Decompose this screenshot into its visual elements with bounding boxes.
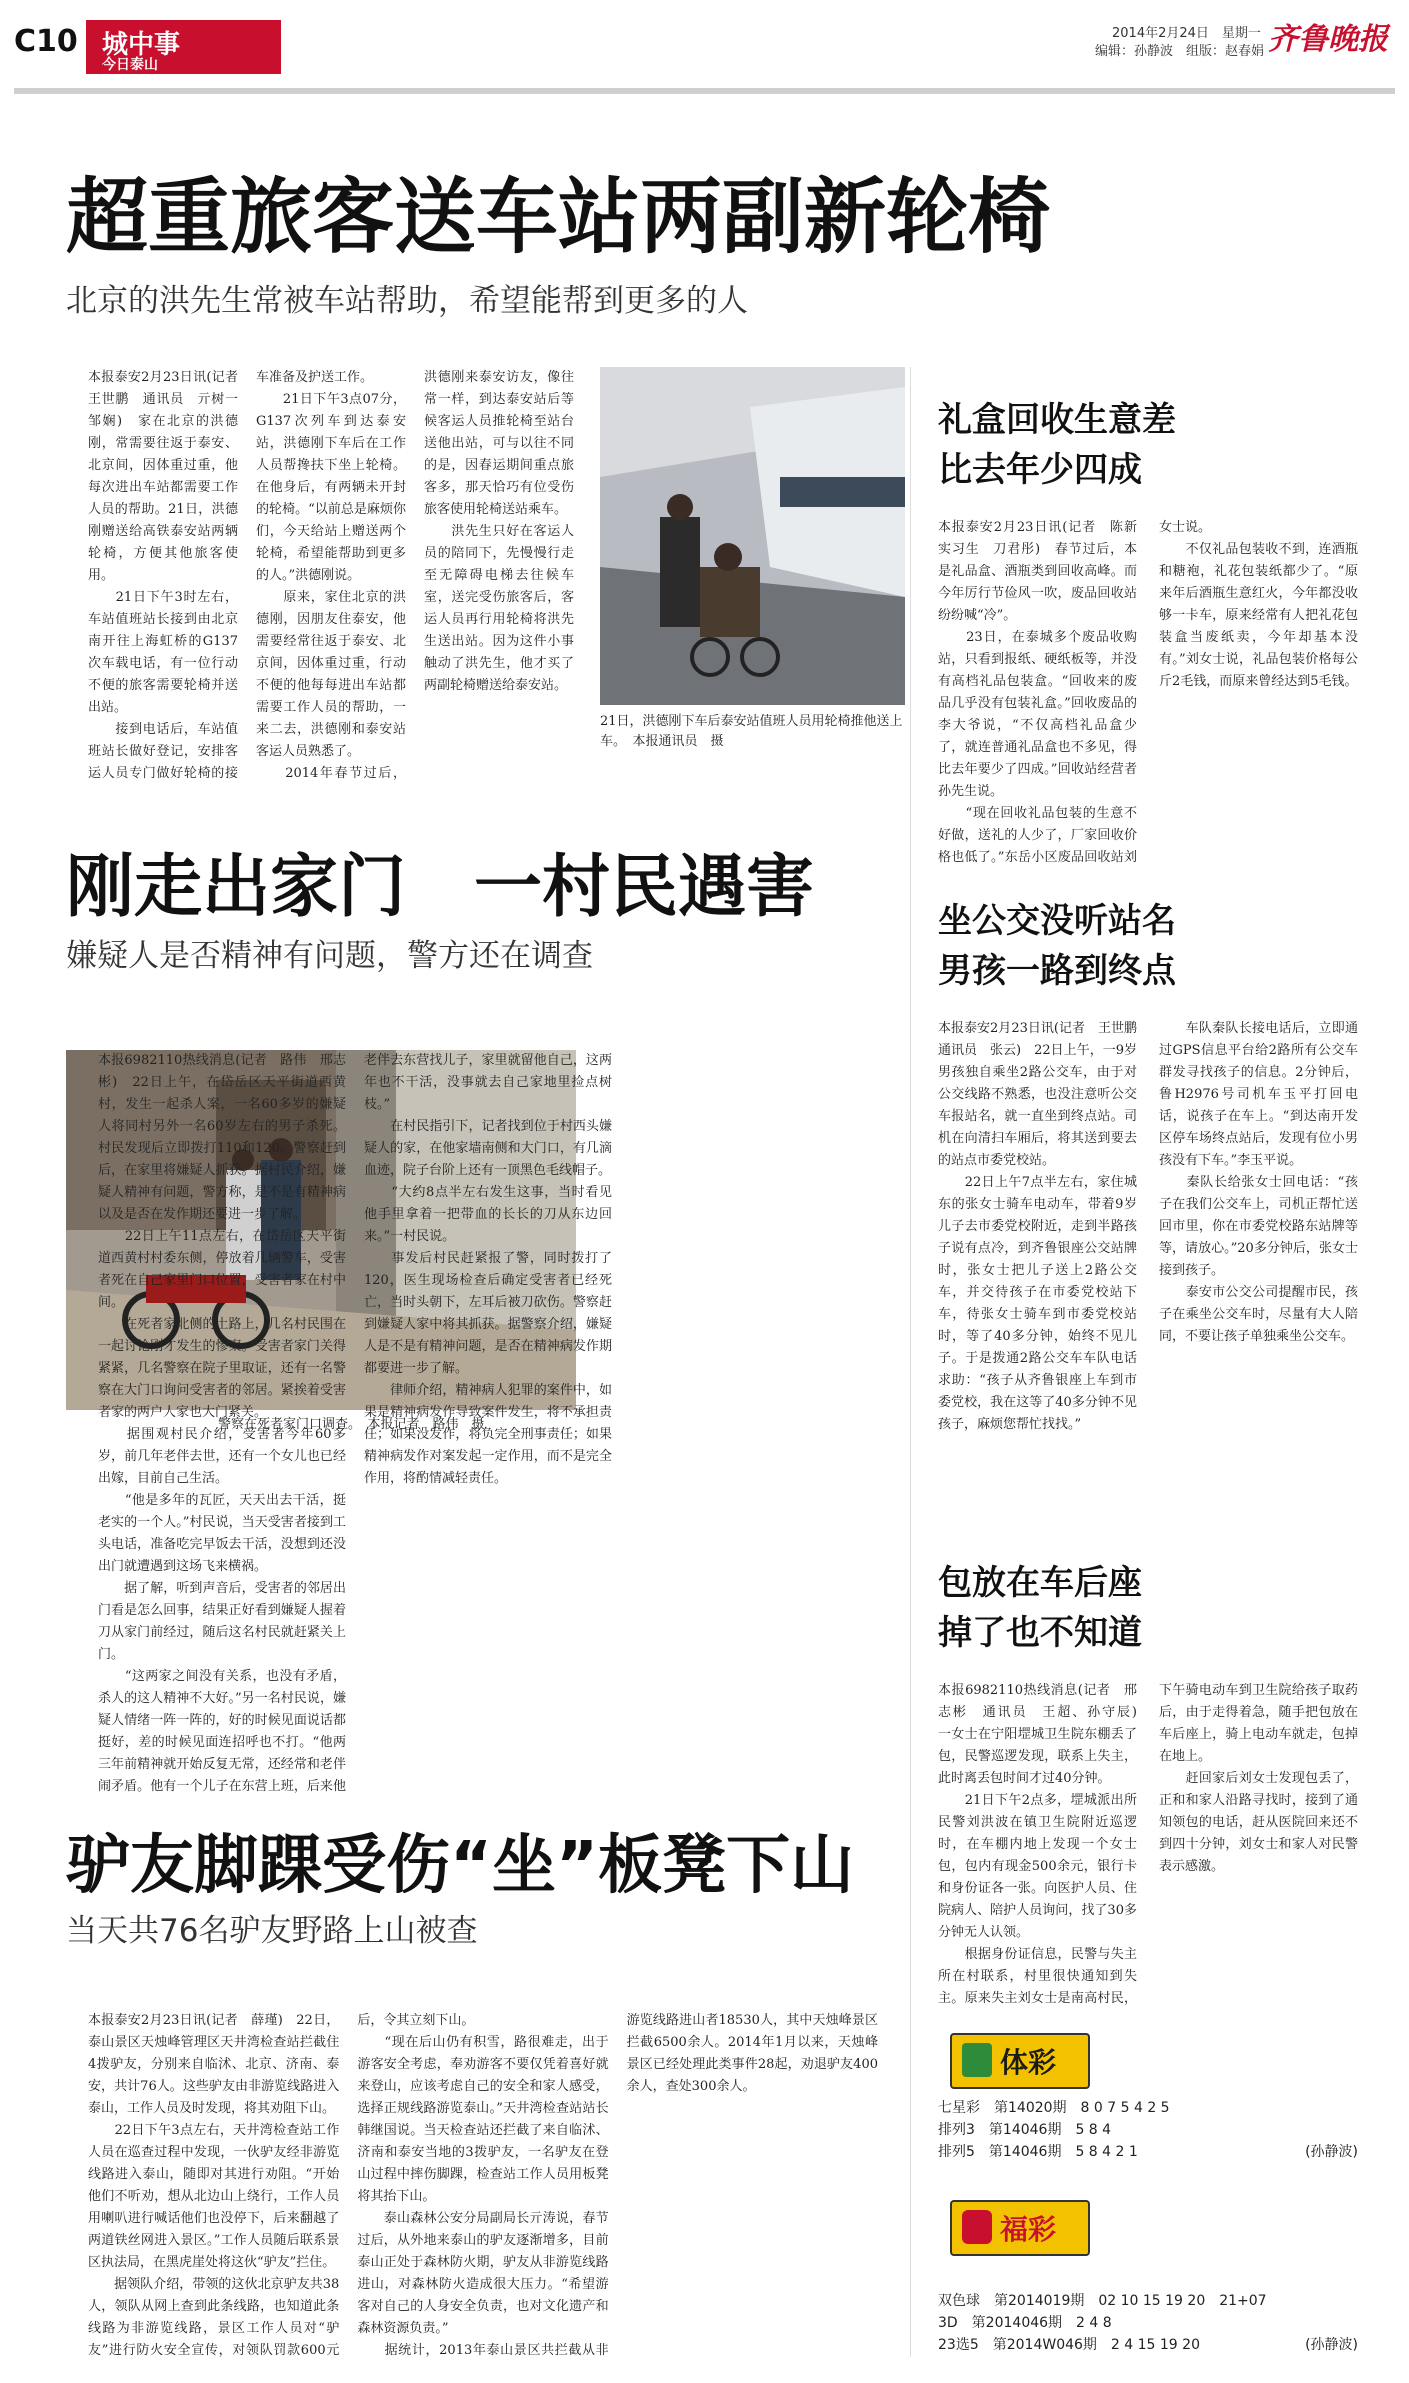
side2-body: 本报泰安2月23日讯(记者 王世鹏 通讯员 张云) 22日上午，一9岁男孩独自乘坐2路公交车，由于对公交线路不熟悉，也没注意听公交车报站名，就一直坐到终点站。司机在向清扫车厢后，将其送到要去的站点市委党校站。 22日上午7点半左右，家住城东的张女士骑车电动车，带着9岁儿子去市委党校附近，走到半路孩子说有点冷，到齐鲁银座公交站牌时，张女士把儿子送上2路公交车，并交待孩子在市委党校站下车，待张女士骑车到市委党校站时，等了40多分钟，始终不见儿子。于是拨通2路公交车车队电话求助：“孩子从齐鲁银座上车到市委党校，我在这等了40多分钟不见孩子，麻烦您帮忙找找。” 车队秦队长接电话后，立即通过GPS信息平台给2路所有公交车群发寻找孩子的信息。2分钟后，鲁H2976号司机车玉平打回电话，说孩子在车上。“到达南开发区停车场终点站后，发现有位小男孩没有下车。”李玉平说。 秦队长给张女士回电话：“孩子在我们公交车上，司机正帮忙送回市里，你在市委党校路东站牌等等，请放心。”20多分钟后，张女士接到孩子。 泰安市公交公司提醒市民，孩子在乘坐公交车时，尽量有大人陪同，不要让孩子单独乘坐公交车。 [938, 1021, 1358, 1432]
train-platform-photo [600, 367, 905, 705]
welfare-lottery-label: 福彩 [1000, 2213, 1057, 2246]
sports-lottery-results [938, 2097, 1358, 2163]
header-rule [14, 88, 1395, 94]
sports-credit: (孙静波) [1305, 2144, 1358, 2160]
sports-row-2: 排列3 第14046期 5 8 4 [938, 2122, 1112, 2138]
welfare-lottery-badge [950, 2200, 1090, 2256]
side3-body: 本报6982110热线消息(记者 邢志彬 通讯员 王超、孙守辰) 一女士在宁阳堽城卫生院东棚丢了包，民警巡逻发现，联系上失主，此时离丢包时间才过40分钟。 21日下午2点多，堽城派出所民警刘洪波在镇卫生院附近巡逻时，在车棚内地上发现一个女士包，包内有现金500余元，银行卡和身份证各一张。向医护人员、住院病人、陪护人员询问，找了30多分钟无人认领。 根据身份证信息，民警与失主所在村联系，村里很快通知到失主。原来失主刘女士是南高村民，下午骑电动车到卫生院给孩子取药后，由于走得着急，随手把包放在车后座上，骑上电动车就走，包掉在地上。 赶回家后刘女士发现包丢了，正和和家人沿路寻找时，接到了通知领包的电话，赶从医院回来还不到四十分钟，刘女士和家人对民警表示感激。 [938, 1683, 1358, 2006]
side3-title-line2: 掉了也不知道 [938, 1613, 1142, 1653]
side1-body: 本报泰安2月23日讯(记者 陈新 实习生 刀君彤) 春节过后，本是礼品盒、酒瓶类到回收高峰。而今年厉行节俭风一吹，废品回收站纷纷喊“冷”。 23日，在泰城多个废品收购站，只看到报纸、硬纸板等，并没有高档礼品包装盒。“回收来的废品几乎没有包装礼盒。”回收废品的李大爷说，“不仅高档礼品盒少了，就连普通礼品盒也不多见，得比去年要少了四成。”回收站经营者孙先生说。 “现在回收礼品包装的生意不好做，送礼的人少了，厂家回收价格也低了。”东岳小区废品回收站刘女士说。 不仅礼品包装收不到，连酒瓶和糖袍，礼花包装纸都少了。“原来年后酒瓶生意红火，今年都没收够一卡车，原来经常有人把礼花包装盒当废纸卖，今年却基本没有。”刘女士说，礼品包装价格每公斤2毛钱，而原来曾经达到5毛钱。 [938, 520, 1358, 865]
article3-subtitle: 当天共76名驴友野路上山被查 [66, 1913, 478, 1949]
article1-subtitle: 北京的洪先生常被车站帮助，希望能帮到更多的人 [66, 283, 748, 319]
side1 [938, 395, 1358, 869]
side2-title-line2: 男孩一路到终点 [938, 951, 1176, 991]
sports-row-3-text: 排列5 第14046期 5 8 4 2 1 [938, 2144, 1138, 2160]
side1-title-line1: 礼盒回收生意差 [938, 400, 1176, 440]
welfare-row-3 [938, 2334, 1358, 2356]
header-weekday: 星期一 [1221, 26, 1261, 41]
article1-photo [600, 367, 905, 705]
welfare-row-3-text: 23选5 第2014W046期 2 4 15 19 20 [938, 2337, 1200, 2353]
sports-row-1: 七星彩 第14020期 8 0 7 5 4 2 5 [938, 2100, 1170, 2116]
side3-title-line1: 包放在车后座 [938, 1563, 1142, 1603]
sports-lottery-badge [950, 2033, 1090, 2089]
article3-body: 本报泰安2月23日讯(记者 薛瑾) 22日，泰山景区天烛峰管理区天井湾检查站拦截住4拨驴友，分别来自临沭、北京、济南、泰安，共计76人。这些驴友由非游览线路进入泰山，工作人员及时发现，将其劝阻下山。 22日下午3点左右，天井湾检查站工作人员在巡查过程中发现，一伙驴友经非游览线路进入泰山，随即对其进行劝阻。“开始他们不听劝，想从北边山上绕行，工作人员用喇叭进行喊话他们也没停下，后来翻越了两道铁丝网进入景区。”工作人员随后联系景区执法局，在黑虎崖处将这伙“驴友”拦住。 据领队介绍，带领的这伙北京驴友共38人，领队从网上查到此条线路，也知道此条线路为非游览线路，景区工作人员对“驴友”进行防火安全宣传，对领队罚款600元后，令其立刻下山。 “现在后山仍有积雪，路很难走，出于游客安全考虑，奉劝游客不要仅凭着喜好就来登山，应该考虑自己的安全和家人感受，选择正规线路游览泰山。”天井湾检查站站长韩继国说。当天检查站还拦截了来自临沭、济南和泰安当地的3拨驴友，一名驴友在登山过程中摔伤脚踝，检查站工作人员用板凳将其抬下山。 泰山森林公安分局副局长亓涛说，春节过后，从外地来泰山的驴友逐渐增多，目前泰山正处于森林防火期，驴友从非游览线路进山，对森林防火造成很大压力。“希望游客对自己的人身安全负责，也对文化遗产和森林资源负责。” 据统计，2013年泰山景区共拦截从非游览线路进山者18530人，其中天烛峰景区拦截6500余人。2014年1月以来，天烛峰景区已经处理此类事件28起，劝退驴友400余人，查处300余人。 [88, 2013, 878, 2358]
article3-title: 驴友脚踝受伤“坐”板凳下山 [66, 1829, 855, 1903]
welfare-lottery-results [938, 2290, 1358, 2356]
header-date-line [1112, 22, 1261, 41]
masthead-logo: 齐鲁晚报 [1268, 22, 1388, 57]
article2-body: 本报6982110热线消息(记者 路伟 邢志彬) 22日上午，在岱岳区天平街道西黄村，发生一起杀人案，一名60多岁的嫌疑人将同村另外一名60岁左右的男子杀死。村民发现后立即拨打110和120。警察赶到后，在家里将嫌疑人抓获。据村民介绍，嫌疑人精神有问题，警方称，是不是有精神病以及是否在发作期还要进一步了解。 22日上午11点左右，在岱岳区天平街道西黄村村委东侧，停放着几辆警车，受害者死在自己家里门口位置，受害者家在村中间。 在死者家北侧的土路上，几名村民围在一起讨论刚才发生的惨案。受害者家门关得紧紧，几名警察在院子里取证，还有一名警察在大门口询问受害者的邻居。紧挨着受害者家的两户人家也大门紧关。 据围观村民介绍，受害者今年60多岁，前几年老伴去世，还有一个女儿也已经出嫁，目前自己生活。 “他是多年的瓦匠，天天出去干活，挺老实的一个人。”村民说，当天受害者接到工头电话，准备吃完早饭去干活，没想到还没出门就遭遇到这场飞来横祸。 据了解，听到声音后，受害者的邻居出门看是怎么回事，结果正好看到嫌疑人握着刀从家门前经过，随后这名村民就赶紧关上门。 “这两家之间没有关系，也没有矛盾，杀人的这人精神不大好。”另一名村民说，嫌疑人情绪一阵一阵的，好的时候见面说话都挺好，差的时候见面连招呼也不打。“他两三年前精神就开始反复无常，还经常和老伴闹矛盾。他有一个儿子在东营上班，后来他老伴去东营找儿子，家里就留他自己，这两年也不干活，没事就去自己家地里捡点树枝。” 在村民指引下，记者找到位于村西头嫌疑人的家，在他家墙南侧和大门口，有几滴血迹，院子台阶上还有一顶黑色毛线帽子。 “大约8点半左右发生这事，当时看见他手里拿着一把带血的长长的刀从东边回来。”一村民说。 事发后村民赶紧报了警，同时拨打了120，医生现场检查后确定受害者已经死亡，当时头朝下，左耳后被刀砍伤。警察赶到嫌疑人家中将其抓获。据警察介绍，嫌疑人是不是有精神问题，是否在精神病发作期都要进一步了解。 律师介绍，精神病人犯罪的案件中，如果是精神病发作导致案件发生，将不承担责任；如果没发作，将负完全刑事责任；如果精神病发作对案发起一定作用，而不是完全作用，将酌情减轻责任。 [98, 1053, 612, 1794]
header-editors: 编辑：孙静波 组版：赵春娟 [1095, 44, 1265, 59]
sports-row-3 [938, 2141, 1358, 2163]
header-date: 2014年2月24日 [1112, 26, 1209, 41]
sports-lottery-label: 体彩 [1000, 2046, 1057, 2079]
page-code: C10 [14, 24, 78, 59]
welfare-credit: (孙静波) [1305, 2337, 1358, 2353]
article1-body: 本报泰安2月23日讯(记者 王世鹏 通讯员 亓树一 邹娴) 家在北京的洪德刚，常需要往返于泰安、北京间，因体重过重，他每次进出车站都需要工作人员的帮助。21日，洪德刚赠送给高铁泰安站两辆轮椅，方便其他旅客使用。 21日下午3时左右，车站值班站长接到由北京南开往上海虹桥的G137次车载电话，有一位行动不便的旅客需要轮椅并送出站。 接到电话后，车站值班站长做好登记，安排客运人员专门做好轮椅的接车准备及护送工作。 21日下午3点07分，G137次列车到达泰安站，洪德刚下车后在工作人员帮搀扶下坐上轮椅。在他身后，有两辆未开封的轮椅。“以前总是麻烦你们，今天给站上赠送两个轮椅，希望能帮助到更多的人。”洪德刚说。 原来，家住北京的洪德刚，因朋友住泰安，他需要经常往返于泰安、北京间，因体重过重，行动不便的他每每进出车站都需要工作人员的帮助，一来二去，洪德刚和泰安站客运人员熟悉了。 2014年春节过后，洪德刚来泰安访友，像往常一样，到达泰安站后等候客运人员推轮椅至站台送他出站，可与以往不同的是，因春运期间重点旅客多，那天恰巧有位受伤旅客使用轮椅送站乘车。 洪先生只好在客运人员的陪同下，先慢慢行走至无障碍电梯去往候车室，送完受伤旅客后，客运人员再行用轮椅将洪先生送出站。因为这件小事触动了洪先生，他才买了两副轮椅赠送给泰安站。 [88, 370, 574, 781]
article1-title: 超重旅客送车站两副新轮椅 [66, 170, 1051, 265]
article2-subtitle: 嫌疑人是否精神有问题，警方还在调查 [66, 938, 593, 974]
section-subtitle: 今日泰山 [102, 57, 158, 73]
article2-title: 刚走出家门 一村民遇害 [66, 848, 815, 927]
sports-lottery-logo-icon [962, 2043, 992, 2077]
welfare-row-2: 3D 第2014046期 2 4 8 [938, 2315, 1112, 2331]
section-title: 城中事 [102, 30, 181, 60]
welfare-lottery-logo-icon [962, 2210, 992, 2244]
side1-title-line2: 比去年少四成 [938, 450, 1142, 490]
side3 [938, 1558, 1358, 2030]
side2-title-line1: 坐公交没听站名 [938, 901, 1176, 941]
sidebar-divider [910, 367, 911, 2357]
section-banner [86, 20, 281, 74]
welfare-row-1: 双色球 第2014019期 02 10 15 19 20 21+07 [938, 2293, 1267, 2309]
side2 [938, 896, 1358, 1438]
article2-photo-caption: 警察在死者家门口调查。 本报记者 路伟 摄 [218, 1417, 485, 1432]
article1-photo-caption: 21日，洪德刚下车后泰安站值班人员用轮椅推他送上车。 本报通讯员 摄 [600, 714, 903, 749]
page-header [0, 0, 1409, 100]
